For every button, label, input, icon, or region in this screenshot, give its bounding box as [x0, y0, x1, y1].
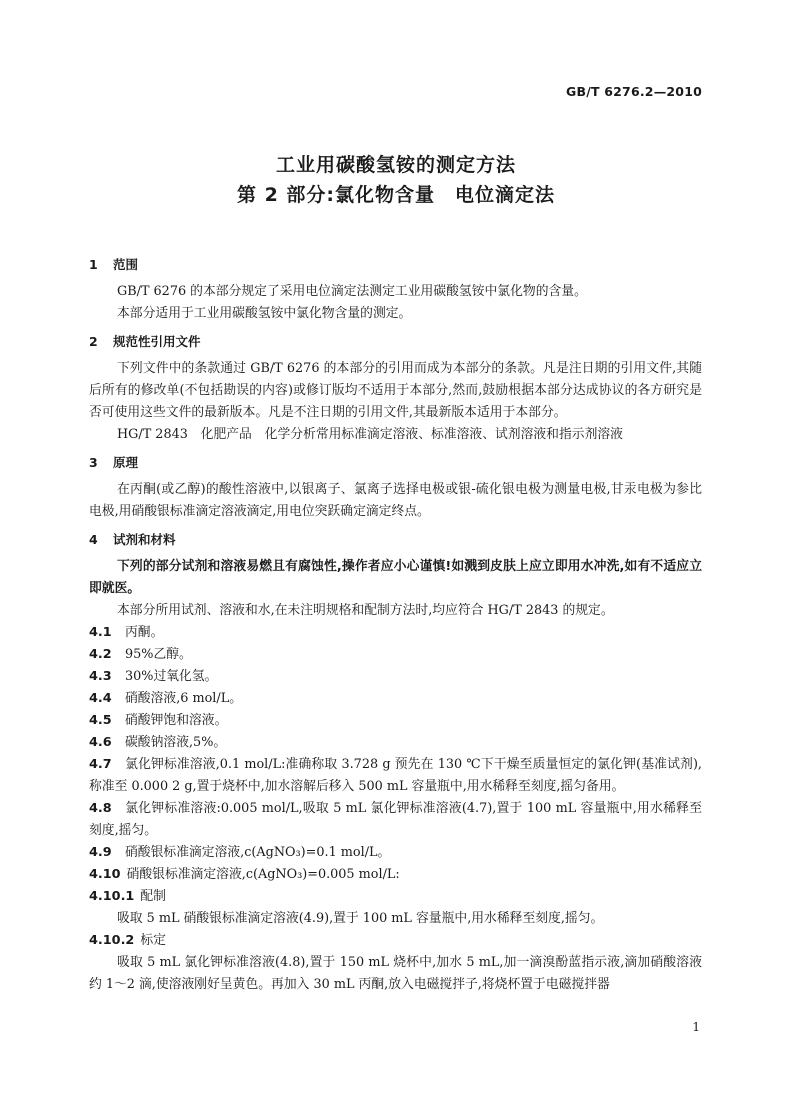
paragraph: 本部分适用于工业用碳酸氢铵中氯化物含量的测定。 — [117, 306, 412, 321]
paragraph: 在丙酮(或乙醇)的酸性溶液中,以银离子、氯离子选择电极或银-硫化银电极为测量电极,甘汞电极为参比电极,用硝酸银标准滴定溶液滴定,用电位突跃确定滴定终点。 — [89, 482, 702, 519]
clause-text: 标定 — [140, 933, 166, 948]
clause-text: 30%过氧化氢。 — [125, 669, 218, 684]
section-number: 1 — [89, 257, 98, 272]
standard-code: GB/T 6276.2—2010 — [566, 84, 702, 99]
section-heading-1 — [89, 254, 702, 276]
paragraph: 下列文件中的条款通过 GB/T 6276 的本部分的引用而成为本部分的条款。凡是注日期的引用文件,其随后所有的修改单(不包括勘误的内容)或修订版均不适用于本部分,然而,鼓励根据本部分达成协议的各方研究是否可使用这些文件的最新版本。凡是不注日期的引用文件,其最新版本适用于本部分。 — [89, 361, 702, 420]
clause-text: 硝酸银标准滴定溶液,c(AgNO₃)=0.005 mol/L: — [126, 867, 400, 882]
clause-4-2 — [89, 644, 702, 666]
clause-4-7 — [89, 754, 702, 798]
clause-number: 4.4 — [89, 691, 112, 706]
clause-number: 4.9 — [89, 845, 112, 860]
clause-number: 4.7 — [89, 757, 112, 772]
clause-text: 硝酸钾饱和溶液。 — [125, 713, 228, 728]
safety-warning: 下列的部分试剂和溶液易燃且有腐蚀性,操作者应小心谨慎!如溅到皮肤上应立即用水冲洗,如有不适应立即就医。 — [89, 559, 702, 596]
clause-number: 4.5 — [89, 713, 112, 728]
clause-4-3 — [89, 666, 702, 688]
section-heading-2 — [89, 331, 702, 353]
clause-text: 95%乙醇。 — [125, 647, 192, 662]
clause-text: 碳酸钠溶液,5%。 — [125, 735, 227, 750]
clause-4-4 — [89, 688, 702, 710]
section-number: 4 — [89, 532, 98, 547]
clause-4-1 — [89, 622, 702, 644]
clause-4-8 — [89, 798, 702, 842]
clause-4-5 — [89, 710, 702, 732]
section-heading-4 — [89, 529, 702, 551]
paragraph: 吸取 5 mL 氯化钾标准溶液(4.8),置于 150 mL 烧杯中,加水 5 mL,加一滴溴酚蓝指示液,滴加硝酸溶液约 1～2 滴,使溶液刚好呈黄色。再加入 30 mL 丙酮,放入电磁搅拌子,将烧杯置于电磁搅拌器 — [89, 955, 702, 992]
document-subtitle: 第 2 部分:氯化物含量 电位滴定法 — [236, 184, 556, 206]
section-number: 2 — [89, 334, 98, 349]
clause-text: 硝酸溶液,6 mol/L。 — [125, 691, 243, 706]
clause-number: 4.10.2 — [89, 933, 135, 948]
section-number: 3 — [89, 455, 98, 470]
clause-text: 硝酸银标准滴定溶液,c(AgNO₃)=0.1 mol/L。 — [125, 845, 391, 860]
paragraph: 吸取 5 mL 硝酸银标准滴定溶液(4.9),置于 100 mL 容量瓶中,用水稀释至刻度,摇匀。 — [117, 911, 604, 926]
page-number: 1 — [692, 1020, 700, 1034]
section-title: 规范性引用文件 — [113, 334, 201, 349]
clause-number: 4.10 — [89, 867, 121, 882]
document-body — [89, 248, 702, 996]
section-heading-3 — [89, 452, 702, 474]
clause-text: 配制 — [140, 889, 166, 904]
clause-4-10-2 — [89, 930, 702, 952]
clause-text: 丙酮。 — [125, 625, 164, 640]
section-title: 范围 — [113, 257, 139, 272]
clause-text: 氯化钾标准溶液:0.005 mol/L,吸取 5 mL 氯化钾标准溶液(4.7),置于 100 mL 容量瓶中,用水稀释至刻度,摇匀。 — [89, 801, 702, 838]
document-title: 工业用碳酸氢铵的测定方法 — [275, 154, 516, 176]
section-title: 试剂和材料 — [113, 532, 176, 547]
clause-number: 4.2 — [89, 647, 112, 662]
paragraph: 本部分所用试剂、溶液和水,在未注明规格和配制方法时,均应符合 HG/T 2843 的规定。 — [117, 603, 614, 618]
clause-number: 4.1 — [89, 625, 112, 640]
clause-number: 4.10.1 — [89, 889, 135, 904]
clause-number: 4.8 — [89, 801, 112, 816]
clause-number: 4.6 — [89, 735, 112, 750]
clause-4-6 — [89, 732, 702, 754]
section-title: 原理 — [113, 455, 139, 470]
clause-4-10 — [89, 864, 702, 886]
normative-reference: HG/T 2843 化肥产品 化学分析常用标准滴定溶液、标准溶液、试剂溶液和指示剂溶液 — [117, 427, 623, 442]
clause-text: 氯化钾标准溶液,0.1 mol/L:准确称取 3.728 g 预先在 130 ℃下干燥至质量恒定的氯化钾(基准试剂),称准至 0.000 2 g,置于烧杯中,加水溶解后移入 500 mL 容量瓶中,用水稀释至刻度,摇匀备用。 — [89, 757, 702, 794]
clause-number: 4.3 — [89, 669, 112, 684]
clause-4-9 — [89, 842, 702, 864]
paragraph: GB/T 6276 的本部分规定了采用电位滴定法测定工业用碳酸氢铵中氯化物的含量。 — [117, 284, 587, 299]
clause-4-10-1 — [89, 886, 702, 908]
